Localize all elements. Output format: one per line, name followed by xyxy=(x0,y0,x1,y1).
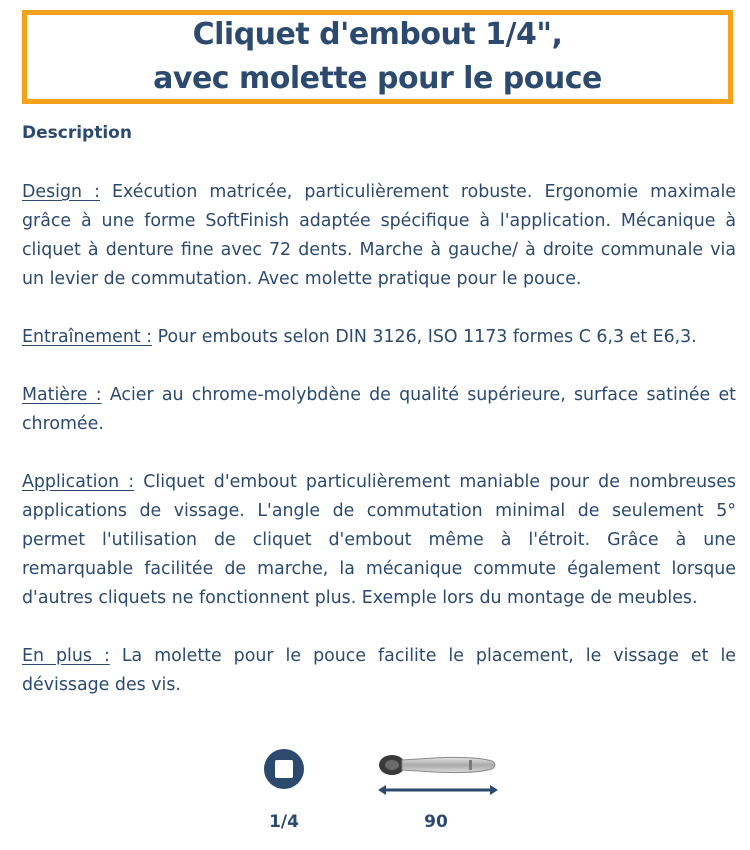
paragraph-extra xyxy=(22,642,736,700)
length-value: 90 xyxy=(424,812,448,832)
label-drive: Entraînement : xyxy=(22,327,153,347)
title-line-2: avec molette pour le pouce xyxy=(153,61,602,96)
label-design: Design : xyxy=(22,182,100,202)
label-material: Matière : xyxy=(22,385,102,405)
paragraph-drive xyxy=(22,323,736,352)
label-extra: En plus : xyxy=(22,646,110,666)
text-extra: La molette pour le pouce facilite le placement, le vissage et le dévissage des vis. xyxy=(22,646,736,695)
title-line-1: Cliquet d'embout 1/4", xyxy=(192,17,563,52)
square-drive-icon xyxy=(263,748,305,790)
drive-size-value: 1/4 xyxy=(269,812,299,832)
text-application: Cliquet d'embout particulièrement maniable pour de nombreuses applications de vissage. L'angle de commutation minimal de seulement 5° permet l'utilisation de cliquet d'embout même à l'étroit. Grâce à une remarquable facilitée de marche, la mécanique commute également lorsque d'autres cliquets ne fonctionnent plus. Exemple lors du montage de meubles. xyxy=(22,472,736,608)
description-body xyxy=(22,178,736,729)
paragraph-design xyxy=(22,178,736,294)
text-material: Acier au chrome-molybdène de qualité supérieure, surface satinée et chromée. xyxy=(22,385,736,434)
text-design: Exécution matricée, particulièrement robuste. Ergonomie maximale grâce à une forme SoftFinish adaptée spécifique à l'application. Mécanique à cliquet à denture fine avec 72 dents. Marche à gauche/ à droite communale via un levier de commutation. Avec molette pratique pour le pouce. xyxy=(22,182,736,289)
ratchet-length-icon xyxy=(374,750,504,800)
label-application: Application : xyxy=(22,472,135,492)
spec-icons-row xyxy=(0,740,750,850)
paragraph-material xyxy=(22,381,736,439)
title-box xyxy=(22,10,733,104)
section-heading: Description xyxy=(22,123,132,143)
paragraph-application xyxy=(22,468,736,613)
text-drive: Pour embouts selon DIN 3126, ISO 1173 formes C 6,3 et E6,3. xyxy=(157,327,697,347)
